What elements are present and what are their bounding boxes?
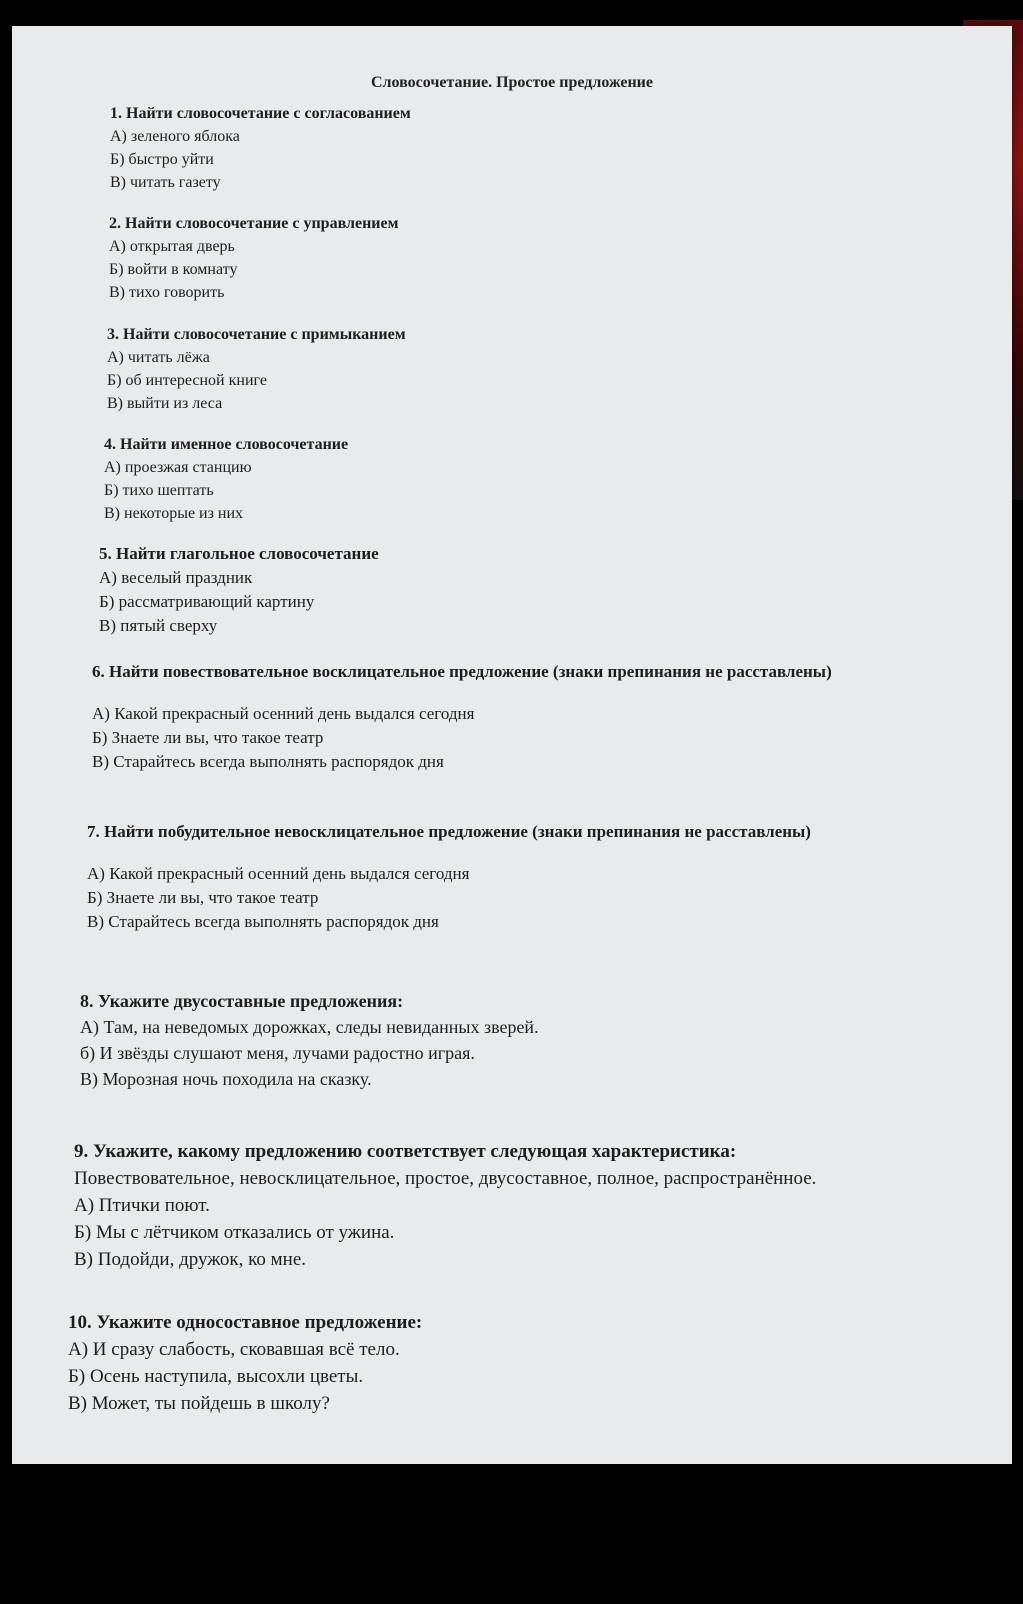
question-text: 3. Найти словосочетание с примыканием — [107, 326, 406, 343]
option-c: В) тихо говорить — [109, 284, 225, 301]
question-text: 10. Укажите односоставное предложение: — [68, 1312, 423, 1333]
characteristic-text: Повествовательное, невосклицательное, простое, двусоставное, полное, распространённое. — [74, 1168, 817, 1189]
question-text: 5. Найти глагольное словосочетание — [99, 544, 379, 563]
question-text: 2. Найти словосочетание с управлением — [109, 215, 399, 232]
option-c: В) читать газету — [110, 174, 221, 191]
question-10 — [68, 1309, 968, 1417]
question-text: 4. Найти именное словосочетание — [104, 436, 349, 453]
option-a: А) Какой прекрасный осенний день выдался сегодня — [87, 864, 470, 883]
option-c: В) Старайтесь всегда выполнять распорядок дня — [92, 752, 444, 771]
option-c: В) некоторые из них — [104, 505, 244, 522]
option-b: Б) тихо шептать — [104, 482, 214, 499]
page-title: Словосочетание. Простое предложение — [371, 74, 653, 91]
question-2 — [109, 212, 709, 304]
option-a: А) И сразу слабость, сковавшая всё тело. — [68, 1339, 400, 1360]
option-a: А) зеленого яблока — [110, 128, 240, 145]
option-c: В) выйти из леса — [107, 395, 223, 412]
question-text: 6. Найти повествовательное восклицательное предложение (знаки препинания не расставлены) — [92, 662, 832, 681]
option-a: А) проезжая станцию — [104, 459, 252, 476]
option-b: Б) Осень наступила, высохли цветы. — [68, 1366, 364, 1387]
option-b: Б) об интересной книге — [107, 372, 267, 389]
option-a: А) Какой прекрасный осенний день выдался сегодня — [92, 704, 475, 723]
question-7 — [87, 820, 979, 934]
option-a: А) открытая дверь — [109, 238, 235, 255]
option-b: Б) быстро уйти — [110, 151, 214, 168]
option-c: В) Старайтесь всегда выполнять распорядок дня — [87, 912, 439, 931]
option-a: А) Там, на неведомых дорожках, следы невиданных зверей. — [80, 1017, 539, 1037]
question-text: 7. Найти побудительное невосклицательное предложение (знаки препинания не расставлены) — [87, 822, 811, 841]
option-a: А) читать лёжа — [107, 349, 210, 366]
question-5 — [99, 542, 699, 638]
question-4 — [104, 433, 704, 525]
option-b: Б) Знаете ли вы, что такое театр — [87, 888, 319, 907]
option-c: В) Морозная ночь походила на сказку. — [80, 1069, 372, 1089]
question-6 — [92, 660, 968, 774]
question-9 — [74, 1138, 994, 1273]
option-a: А) веселый праздник — [99, 568, 253, 587]
question-text: 8. Укажите двусоставные предложения: — [80, 991, 404, 1011]
option-b: Б) войти в комнату — [109, 261, 238, 278]
option-a: А) Птички поют. — [74, 1195, 210, 1216]
option-b: б) И звёзды слушают меня, лучами радостно играя. — [80, 1043, 475, 1063]
worksheet-page — [12, 26, 1012, 1464]
option-b: Б) Мы с лётчиком отказались от ужина. — [74, 1222, 395, 1243]
question-text: 9. Укажите, какому предложению соответствует следующая характеристика: — [74, 1141, 737, 1162]
option-c: В) пятый сверху — [99, 616, 218, 635]
option-c: В) Подойди, дружок, ко мне. — [74, 1249, 307, 1270]
question-1 — [110, 102, 710, 194]
option-c: В) Может, ты пойдешь в школу? — [68, 1393, 330, 1414]
option-b: Б) Знаете ли вы, что такое театр — [92, 728, 324, 747]
option-b: Б) рассматривающий картину — [99, 592, 315, 611]
question-text: 1. Найти словосочетание с согласованием — [110, 105, 411, 122]
question-8 — [80, 988, 960, 1092]
question-3 — [107, 323, 707, 415]
